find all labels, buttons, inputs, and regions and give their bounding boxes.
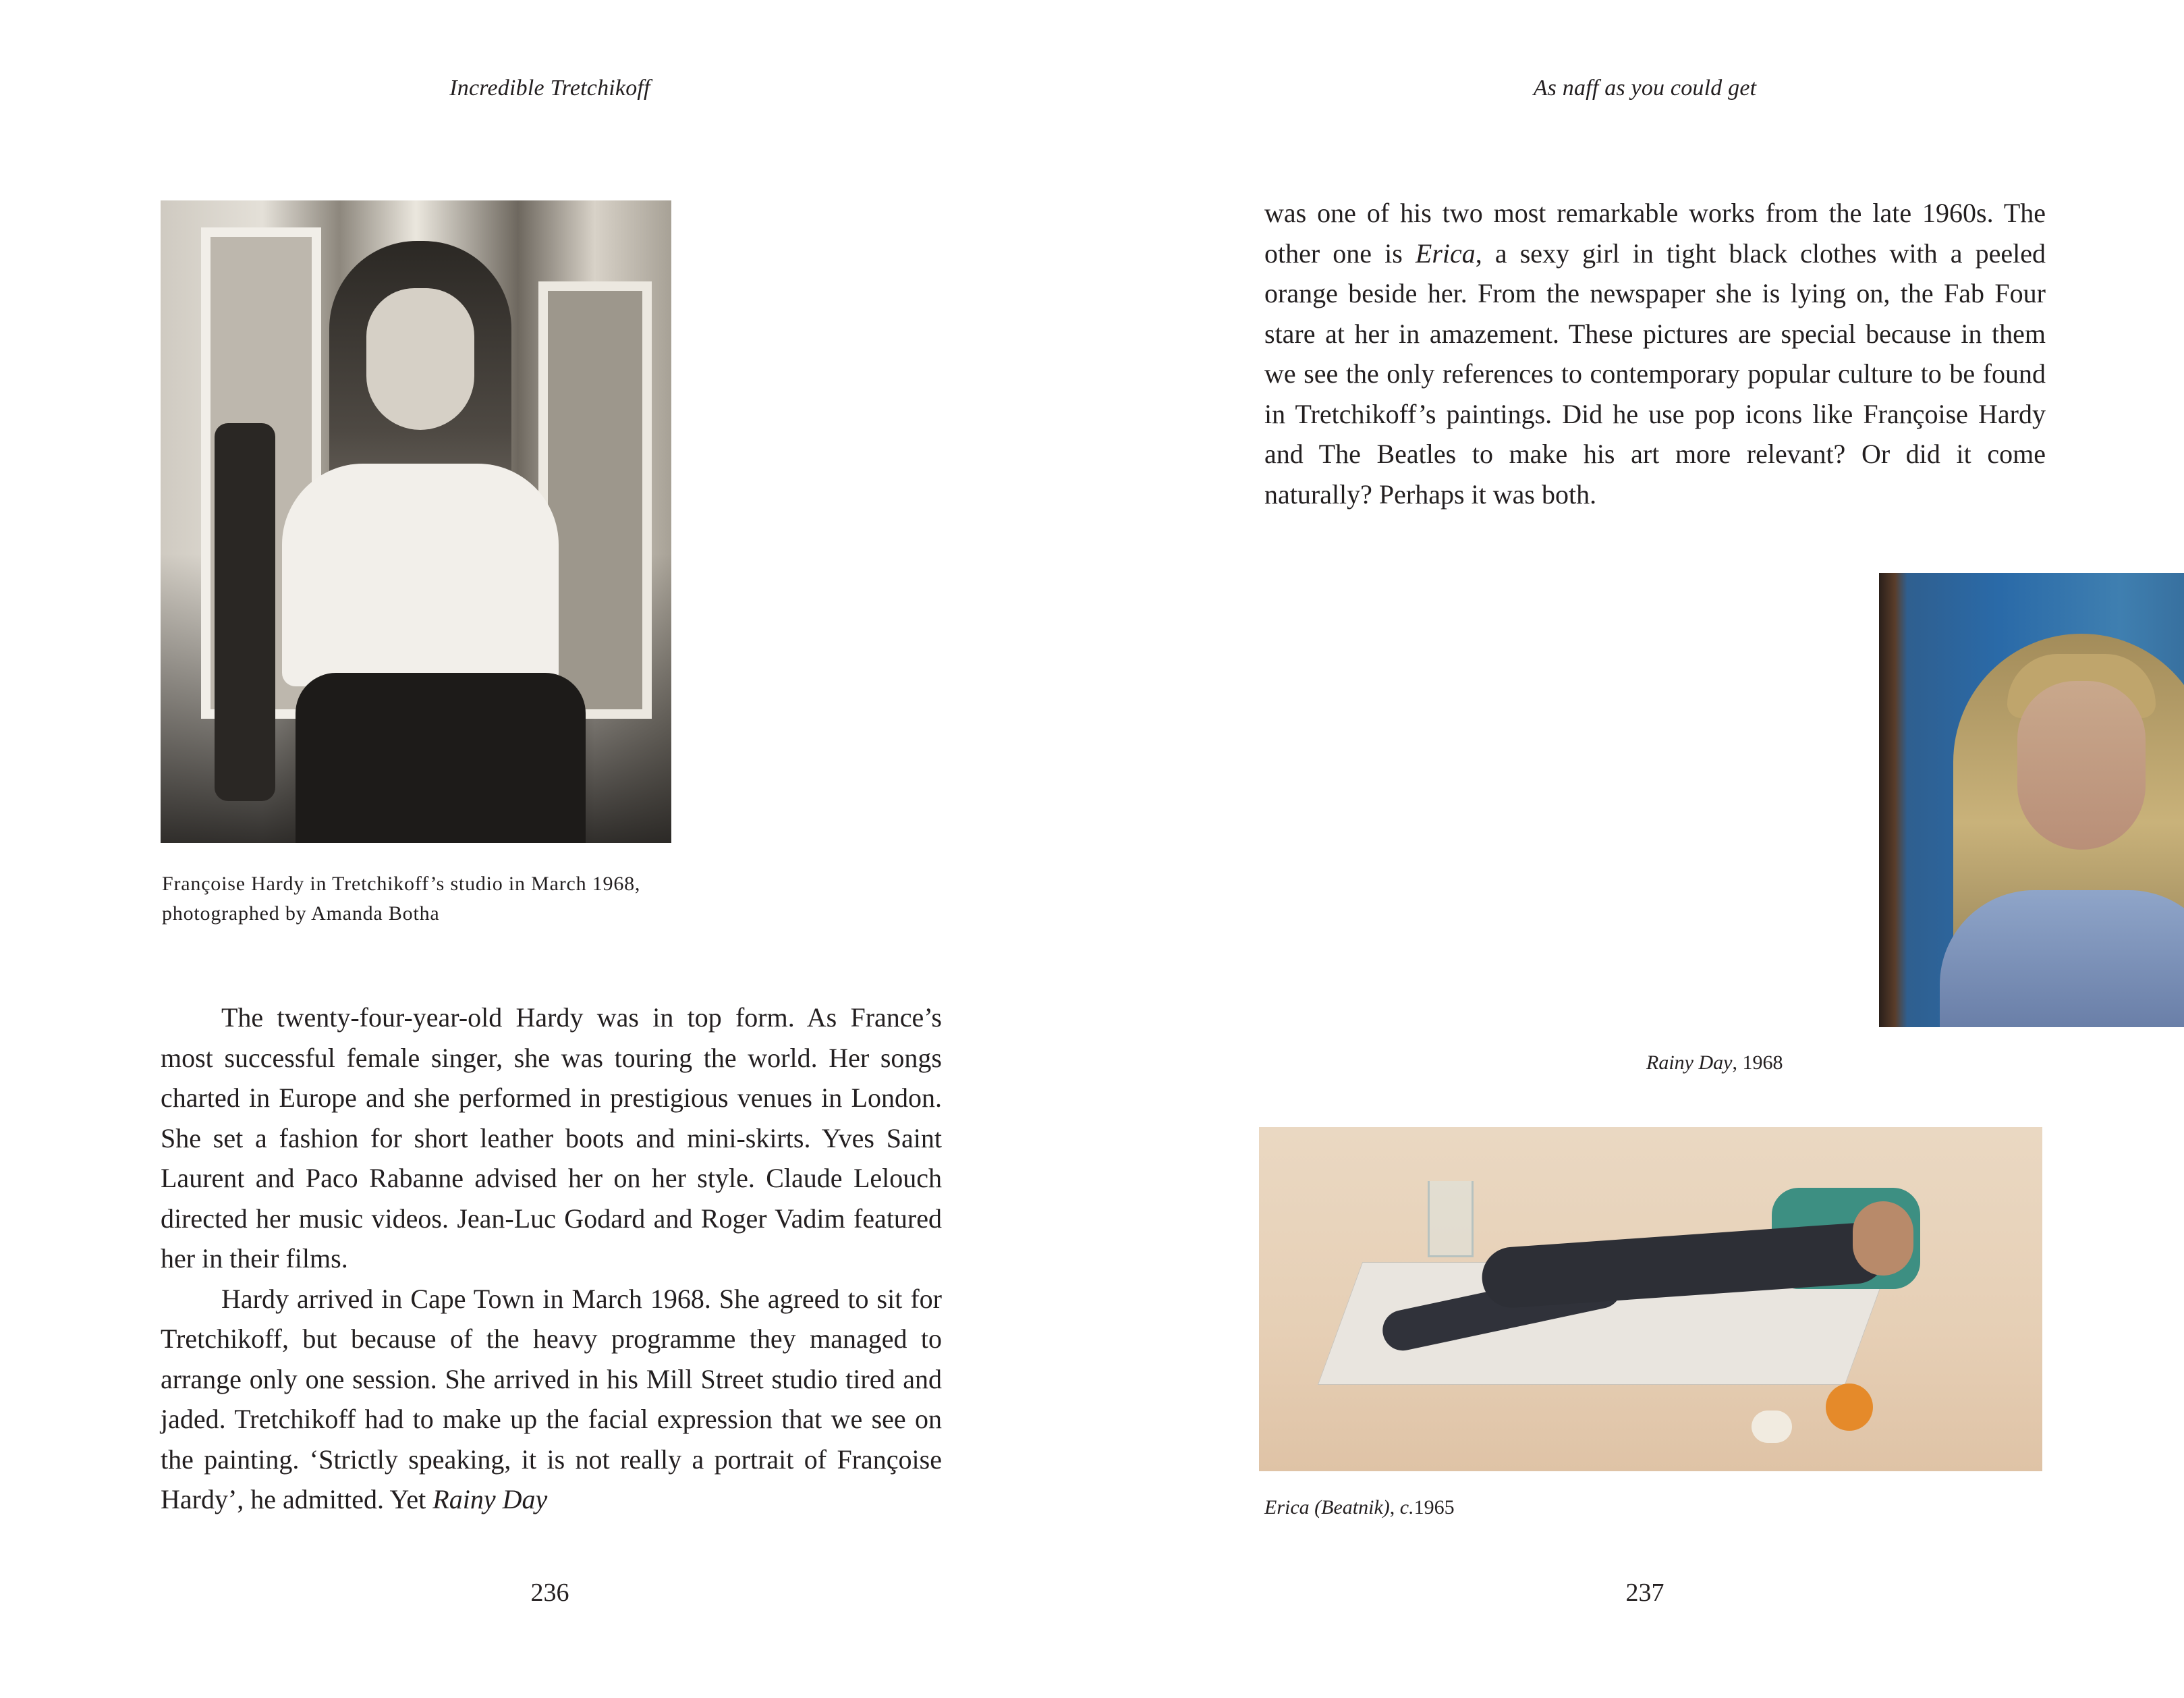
running-head-left: Incredible Tretchikoff <box>449 76 650 101</box>
hardy-photo-caption: Françoise Hardy in Tretchikoff’s studio in March 1968, photographed by Amanda Botha <box>162 873 641 925</box>
right-body-text <box>1264 193 2046 514</box>
egg <box>1752 1411 1792 1443</box>
shirt <box>1940 890 2184 1027</box>
italic-title: Rainy Day <box>432 1484 548 1514</box>
running-head-right: As naff as you could get <box>1533 76 1757 101</box>
hardy-photograph <box>161 200 671 843</box>
caption-circa: c. <box>1399 1496 1414 1518</box>
erica-painting <box>1259 1127 2042 1471</box>
rainy-day-caption <box>1646 1048 1783 1078</box>
paragraph: The twenty-four-year-old Hardy was in top form. As France’s most successful female singer, she was touring the world. Her songs charted in Europe and she performed in prestigious venues in London. She set a fashion for short leather boots and mini-skirts. Yves Saint Laurent and Paco Rabanne advised her on her style. Claude Lelouch directed her music videos. Jean-Luc Godard and Roger Vadim featured her in their films. <box>161 1002 942 1274</box>
dark-trousers <box>296 673 586 843</box>
caption-title: Erica (Beatnik) <box>1264 1496 1390 1518</box>
face <box>2017 681 2146 850</box>
italic-title: Erica <box>1415 238 1476 269</box>
paragraph-text: , a sexy girl in tight black clothes with a peeled orange beside her. From the newspaper she is lying on, the Fab Four stare at her in amazement. These pictures are special because in them we see the only references to contemporary popular culture to be found in Tretchikoff’s paintings. Did he use pop icons like Françoise Hardy and The Beatles to make his art more relevant? Or did it come naturally? Perhaps it was both. <box>1264 238 2046 510</box>
erica-caption <box>1264 1493 1455 1523</box>
caption-year: 1965 <box>1413 1496 1455 1518</box>
left-body-text <box>161 997 942 1520</box>
head <box>1853 1201 1913 1276</box>
caption-date: , 1968 <box>1732 1051 1783 1074</box>
peeled-orange <box>1826 1384 1873 1431</box>
paragraph-text: Hardy arrived in Cape Town in March 1968. She agreed to sit for Tretchikoff, but because of the heavy programme they managed to arrange only one session. She arrived in his Mill Street studio tired and jaded. Tretchikoff had to make up the facial expression that we see on the painting. ‘Strictly speaking, it is not really a portrait of Françoise Hardy’, he admitted. Yet <box>161 1283 942 1514</box>
rainy-day-painting <box>1879 573 2184 1027</box>
paragraph <box>161 1279 942 1520</box>
glass <box>1428 1181 1474 1257</box>
page-number-right: 237 <box>1625 1579 1664 1607</box>
right-page <box>1092 0 2183 1698</box>
caption-title: Rainy Day <box>1646 1051 1733 1074</box>
paragraph <box>1264 193 2046 514</box>
face <box>366 288 474 430</box>
white-top <box>282 464 559 686</box>
page-number-left: 236 <box>530 1579 569 1607</box>
chair <box>215 423 275 801</box>
paragraph-text: was one of his two most remarkable works from the late 1960s. The other one is <box>1264 198 2046 269</box>
caption-sep: , <box>1389 1496 1400 1518</box>
